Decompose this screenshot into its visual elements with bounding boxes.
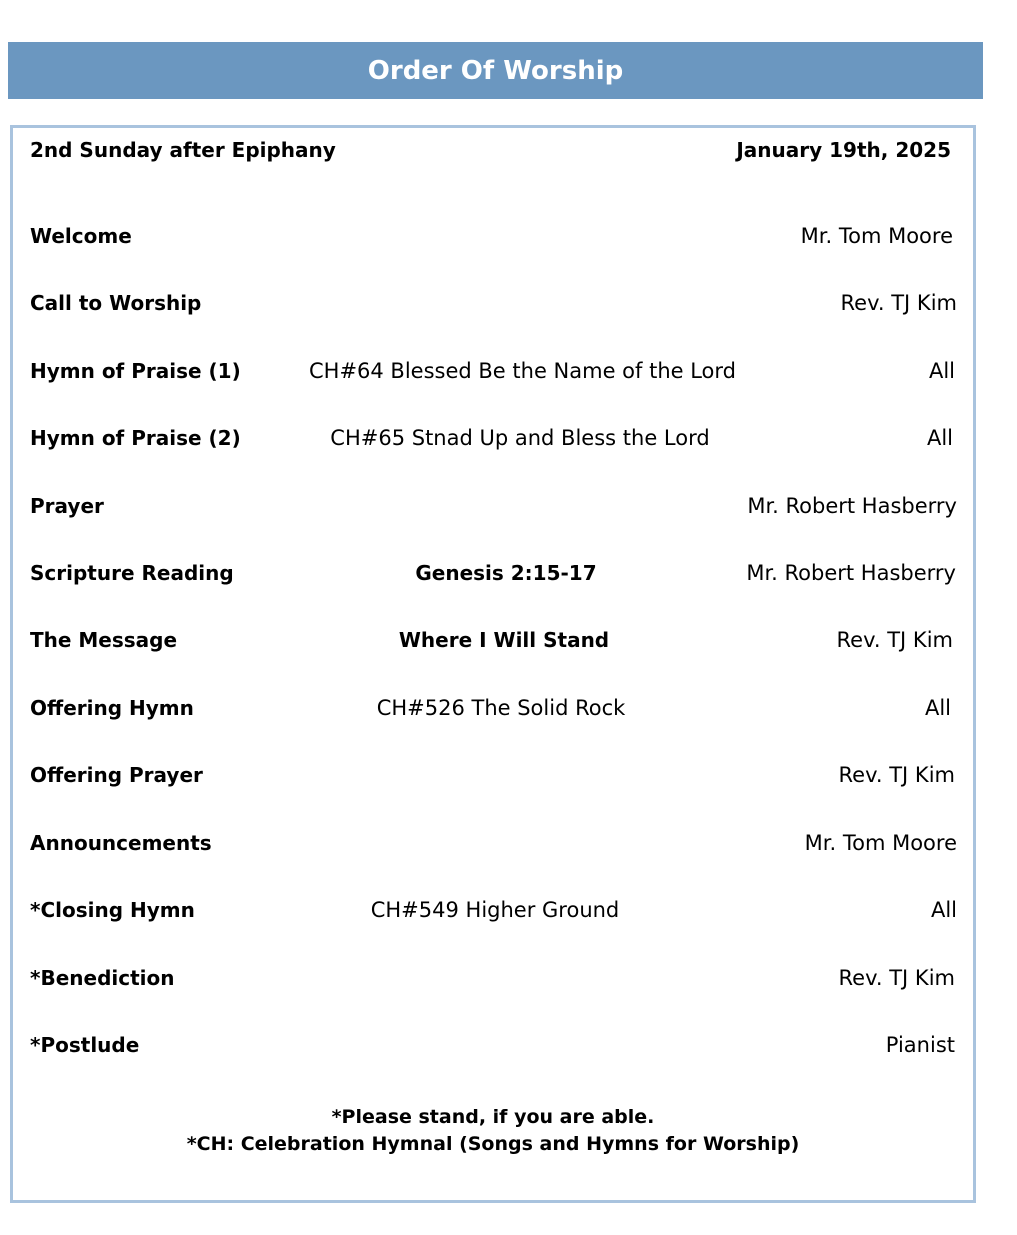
list-item (0, 561, 1017, 591)
page-title-banner (8, 42, 983, 99)
item-detail: CH#64 Blessed Be the Name of the Lord (308, 359, 736, 383)
list-item (0, 628, 1017, 658)
item-label: Announcements (30, 831, 212, 855)
item-detail: CH#65 Stnad Up and Bless the Lord (330, 426, 710, 450)
item-label: Offering Prayer (30, 763, 203, 787)
item-label: Scripture Reading (30, 561, 234, 585)
item-leader: All (928, 359, 955, 383)
item-leader: Pianist (885, 1033, 955, 1057)
item-leader: Rev. TJ Kim (836, 628, 953, 652)
list-item (0, 966, 1017, 996)
item-label: Call to Worship (30, 291, 202, 315)
page-title: Order Of Worship (367, 55, 624, 86)
item-label: *Benediction (30, 966, 175, 990)
item-detail: CH#526 The Solid Rock (376, 696, 626, 720)
list-item (0, 359, 1017, 389)
item-label: Welcome (30, 224, 132, 248)
item-leader: All (926, 426, 953, 450)
item-detail: CH#549 Higher Ground (370, 898, 620, 922)
item-leader: All (924, 696, 951, 720)
footnotes (10, 1104, 976, 1158)
item-label: *Postlude (30, 1033, 140, 1057)
item-label: The Message (30, 628, 178, 652)
list-item (0, 224, 1017, 254)
item-label: Hymn of Praise (2) (30, 426, 241, 450)
list-item (0, 763, 1017, 793)
stand-note: *Please stand, if you are able. (331, 1106, 655, 1128)
item-leader: Rev. TJ Kim (838, 966, 955, 990)
list-item (0, 494, 1017, 524)
item-detail: Genesis 2:15-17 (415, 561, 597, 585)
item-leader: Rev. TJ Kim (840, 291, 957, 315)
service-occasion: 2nd Sunday after Epiphany (30, 138, 336, 162)
list-item (0, 1033, 1017, 1063)
item-leader: Mr. Robert Hasberry (746, 561, 956, 585)
list-item (0, 831, 1017, 861)
list-item (0, 898, 1017, 928)
item-leader: Mr. Tom Moore (800, 224, 953, 248)
item-leader: Rev. TJ Kim (838, 763, 955, 787)
list-item (0, 291, 1017, 321)
item-label: Prayer (30, 494, 104, 518)
item-detail: Where I Will Stand (398, 628, 610, 652)
item-leader: All (930, 898, 957, 922)
list-item (0, 696, 1017, 726)
item-label: *Closing Hymn (30, 898, 195, 922)
item-label: Offering Hymn (30, 696, 194, 720)
list-item (0, 426, 1017, 456)
item-leader: Mr. Robert Hasberry (747, 494, 957, 518)
hymnal-note: *CH: Celebration Hymnal (Songs and Hymns for Worship) (186, 1133, 800, 1155)
item-label: Hymn of Praise (1) (30, 359, 241, 383)
service-date: January 19th, 2025 (736, 138, 951, 162)
item-leader: Mr. Tom Moore (804, 831, 957, 855)
